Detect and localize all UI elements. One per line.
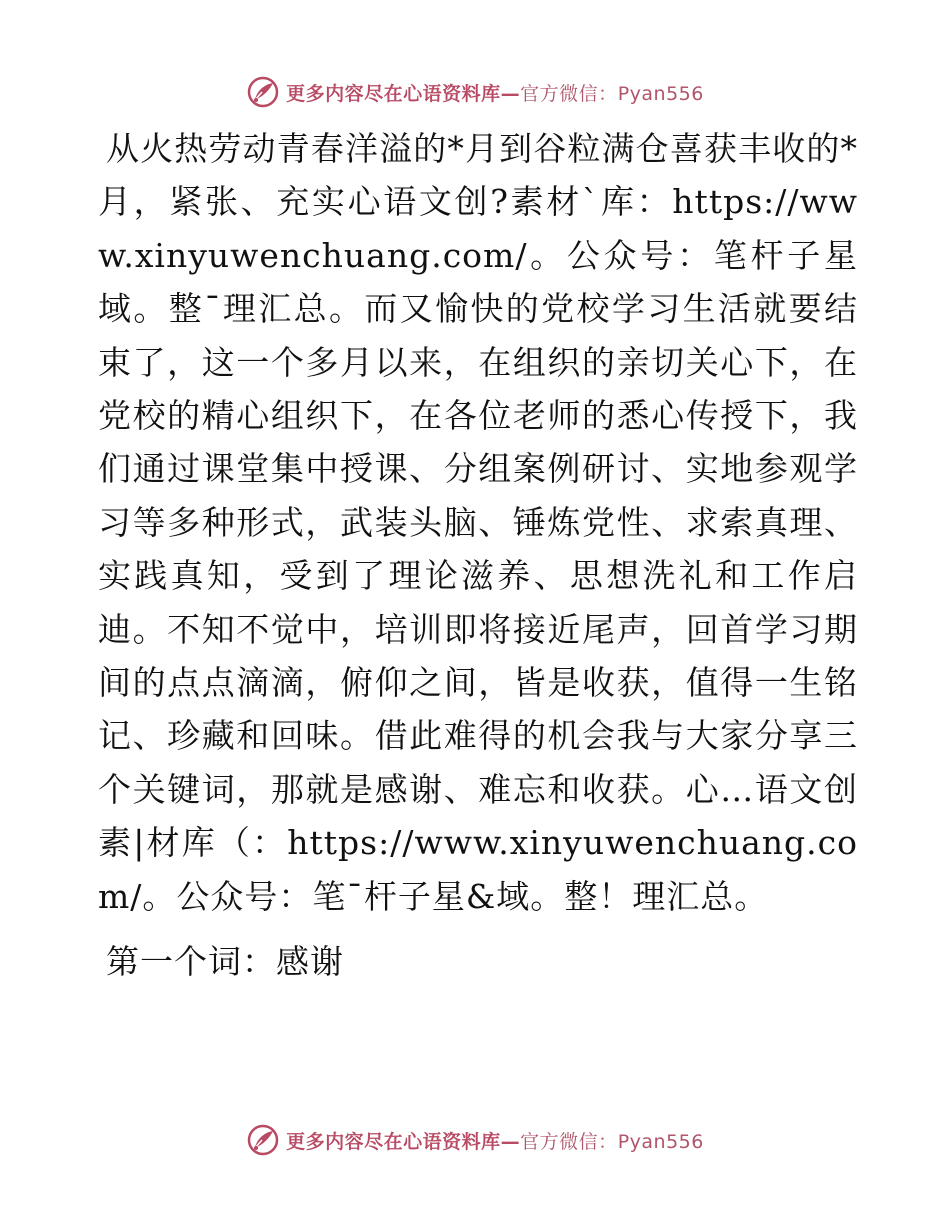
banner-official-text: 官方微信： bbox=[520, 82, 618, 105]
leaf-pen-icon bbox=[246, 75, 280, 109]
footer-banner bbox=[0, 1120, 950, 1160]
banner-text bbox=[286, 79, 704, 106]
banner-id-text: Pyan556 bbox=[617, 82, 704, 105]
banner-main-text: 更多内容尽在心语资料库— bbox=[286, 82, 521, 105]
banner-text bbox=[286, 1127, 704, 1154]
header-banner bbox=[0, 72, 950, 112]
banner-id-text: Pyan556 bbox=[617, 1130, 704, 1153]
leaf-pen-icon bbox=[246, 1123, 280, 1157]
banner-main-text: 更多内容尽在心语资料库— bbox=[286, 1130, 521, 1153]
body-paragraph: 从火热劳动青春洋溢的*月到谷粒满仓喜获丰收的*月，紧张、充实心语文创?素材`库：https://www.xinyuwenchuang.com/。公众号：笔杆子星域。整¯理汇总。而又愉快的党校学习生活就要结束了，这一个多月以来，在组织的亲切关心下，在党校的精心组织下，在各位老师的悉心传授下，我们通过课堂集中授课、分组案例研讨、实地参观学习等多种形式，武装头脑、锤炼党性、求索真理、实践真知，受到了理论滋养、思想洗礼和工作启迪。不知不觉中，培训即将接近尾声，回首学习期间的点点滴滴，俯仰之间，皆是收获，值得一生铭记、珍藏和回味。借此难得的机会我与大家分享三个关键词，那就是感谢、难忘和收获。心…语文创素|材库（：https://www.xinyuwenchuang.com/。公众号：笔¯杆子星&域。整！理汇总。 bbox=[98, 129, 858, 916]
document-body bbox=[98, 122, 858, 988]
banner-official-text: 官方微信： bbox=[520, 1130, 618, 1153]
section-heading: 第一个词：感谢 bbox=[106, 942, 344, 982]
